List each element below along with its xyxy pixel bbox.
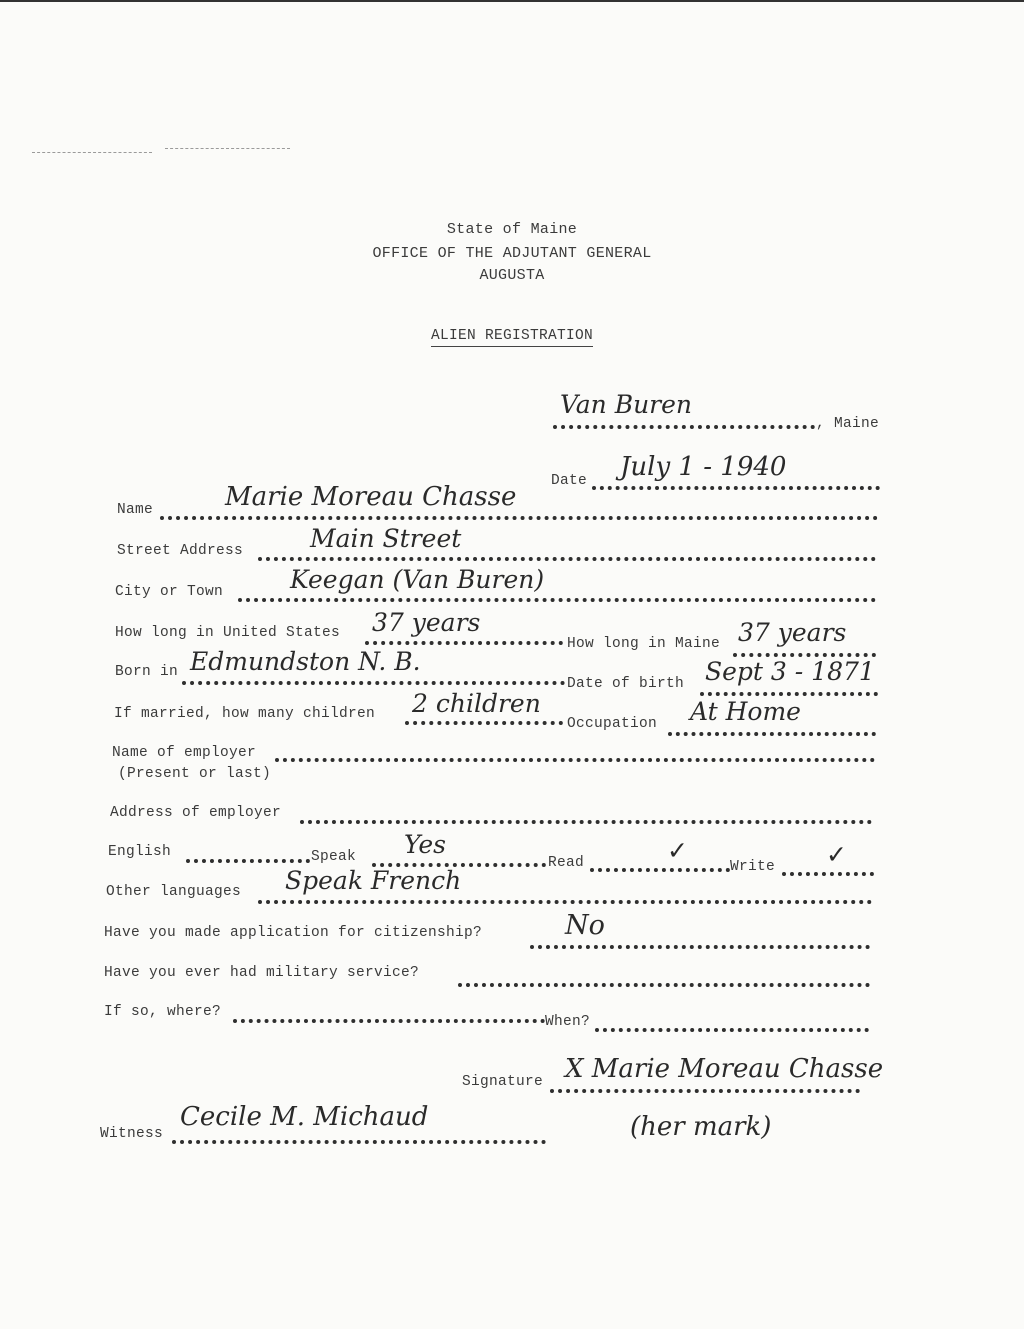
name-line bbox=[160, 516, 878, 520]
born-in-line bbox=[182, 681, 565, 685]
location-state: , Maine bbox=[816, 416, 880, 432]
occupation-value: At Home bbox=[690, 697, 801, 726]
born-in-value: Edmundston N. B. bbox=[190, 647, 421, 676]
born-in-label: Born in bbox=[115, 664, 179, 680]
witness-line bbox=[172, 1140, 546, 1144]
city-value: Keegan (Van Buren) bbox=[290, 565, 545, 594]
other-languages-line bbox=[258, 900, 872, 904]
how-long-maine-value: 37 years bbox=[738, 618, 847, 647]
location-town-value: Van Buren bbox=[560, 390, 693, 419]
other-languages-value: Speak French bbox=[285, 866, 462, 895]
employer-address-line bbox=[300, 820, 872, 824]
header-office: OFFICE OF THE ADJUTANT GENERAL bbox=[372, 245, 652, 262]
employer-address-label: Address of employer bbox=[110, 805, 282, 821]
header-state: State of Maine bbox=[446, 221, 578, 238]
location-line bbox=[553, 425, 815, 429]
children-value: 2 children bbox=[412, 689, 541, 718]
witness-value: Cecile M. Michaud bbox=[180, 1102, 429, 1132]
where-line bbox=[233, 1019, 545, 1023]
how-long-us-line bbox=[365, 641, 563, 645]
signature-label: Signature bbox=[462, 1074, 544, 1090]
signature-value: X Marie Moreau Chasse bbox=[565, 1054, 884, 1084]
date-label: Date bbox=[551, 473, 588, 489]
citizenship-line bbox=[530, 945, 870, 949]
how-long-maine-label: How long in Maine bbox=[567, 636, 721, 652]
occupation-line bbox=[668, 732, 876, 736]
date-of-birth-value: Sept 3 - 1871 bbox=[705, 657, 875, 686]
speak-label: Speak bbox=[311, 849, 357, 865]
speak-value: Yes bbox=[404, 830, 446, 859]
read-label: Read bbox=[548, 855, 585, 871]
form-title-wrap bbox=[0, 328, 1024, 344]
signature-note: (her mark) bbox=[630, 1112, 772, 1142]
scan-mark bbox=[32, 152, 152, 153]
date-line bbox=[592, 486, 880, 490]
date-of-birth-line bbox=[700, 692, 878, 696]
children-label: If married, how many children bbox=[114, 706, 376, 722]
city-line bbox=[238, 598, 876, 602]
header-city: AUGUSTA bbox=[479, 267, 545, 284]
signature-line bbox=[550, 1089, 860, 1093]
military-label: Have you ever had military service? bbox=[104, 965, 420, 981]
military-line bbox=[458, 983, 870, 987]
how-long-us-label: How long in United States bbox=[115, 625, 341, 641]
witness-label: Witness bbox=[100, 1126, 164, 1142]
how-long-us-value: 37 years bbox=[372, 608, 481, 637]
name-label: Name bbox=[117, 502, 154, 518]
other-languages-label: Other languages bbox=[106, 884, 242, 900]
english-label: English bbox=[108, 844, 172, 860]
write-label: Write bbox=[730, 859, 776, 875]
scan-mark bbox=[165, 148, 290, 149]
street-value: Main Street bbox=[310, 524, 462, 553]
citizenship-value: No bbox=[565, 910, 605, 941]
when-label: When? bbox=[545, 1014, 591, 1030]
english-line bbox=[186, 859, 310, 863]
date-of-birth-label: Date of birth bbox=[567, 676, 685, 692]
read-line bbox=[590, 868, 730, 872]
where-label: If so, where? bbox=[104, 1004, 222, 1020]
children-line bbox=[405, 721, 563, 725]
read-value: ✓ bbox=[667, 836, 688, 865]
city-label: City or Town bbox=[115, 584, 224, 600]
name-value: Marie Moreau Chasse bbox=[225, 482, 517, 512]
write-line bbox=[782, 872, 874, 876]
citizenship-label: Have you made application for citizenship? bbox=[104, 925, 483, 941]
date-value: July 1 - 1940 bbox=[620, 452, 787, 482]
write-value: ✓ bbox=[826, 840, 847, 869]
occupation-label: Occupation bbox=[567, 716, 658, 732]
employer-name-label: Name of employer bbox=[112, 745, 257, 761]
employer-name-sublabel: (Present or last) bbox=[118, 766, 272, 782]
street-label: Street Address bbox=[117, 543, 244, 559]
employer-name-line bbox=[275, 758, 875, 762]
when-line bbox=[595, 1028, 869, 1032]
form-title: ALIEN REGISTRATION bbox=[431, 328, 593, 347]
street-line bbox=[258, 557, 876, 561]
